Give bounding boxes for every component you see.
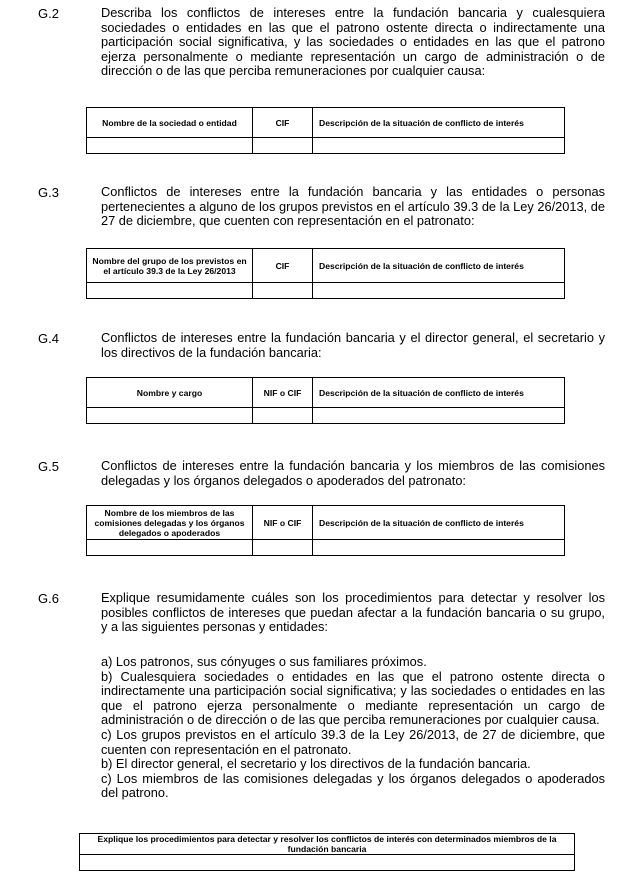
table-g5 — [86, 505, 565, 556]
list-item: b) El director general, el secretario y los directivos de la fundación bancaria. — [101, 756, 531, 772]
column-header-description: Descripción de la situación de conflicto de interés — [313, 378, 565, 408]
column-header-description: Descripción de la situación de conflicto de interés — [313, 108, 565, 138]
section-number-g2: G.2 — [38, 6, 59, 21]
table-header-procedures: Explique los procedimientos para detectar y resolver los conflictos de interés con determinados miembros de la fundación bancaria — [80, 834, 575, 855]
column-header-cif: CIF — [253, 108, 313, 138]
table-cell[interactable] — [80, 855, 575, 871]
column-header-nif-cif: NIF o CIF — [253, 506, 313, 540]
table-cell[interactable] — [313, 540, 565, 556]
section-number-g5: G.5 — [38, 459, 59, 474]
column-header-description: Descripción de la situación de conflicto de interés — [313, 506, 565, 540]
section-text-g3: Conflictos de intereses entre la fundación bancaria y las entidades o personas pertenecientes a alguno de los grupos previstos en el artículo 39.3 de la Ley 26/2013, de 27 de diciembre, que cuenten con representación en el patronato: — [101, 184, 605, 229]
list-item: a) Los patronos, sus cónyuges o sus familiares próximos. — [101, 654, 427, 669]
table-cell[interactable] — [313, 408, 565, 424]
table-cell[interactable] — [87, 540, 253, 556]
list-item: c) Los miembros de las comisiones delegadas y los órganos delegados o apoderados del patrono. — [101, 770, 605, 801]
column-header-nif-cif: NIF o CIF — [253, 378, 313, 408]
column-header-description: Descripción de la situación de conflicto de interés — [313, 249, 565, 283]
section-text-g2: Describa los conflictos de intereses entre la fundación bancaria y cualesquiera sociedades o entidades en las que el patrono ostente directa o indirectamente una participación social significativa, y las sociedades o entidades en las que el patrono ejerza personalmente o mediante representación un cargo de administración o de dirección o de las que perciba remuneraciones por cualquier causa: — [101, 5, 605, 79]
section-text-g6: Explique resumidamente cuáles son los procedimientos para detectar y resolver los posibles conflictos de intereses que puedan afectar a la fundación bancaria o su grupo, y a las siguientes personas y entidades: — [101, 590, 605, 635]
column-header-name-position: Nombre y cargo — [87, 378, 253, 408]
table-cell[interactable] — [253, 408, 313, 424]
list-item: c) Los grupos previstos en el artículo 39.3 de la Ley 26/2013, de 27 de diciembre, que cuenten con representación en el patronato. — [101, 726, 605, 757]
table-cell[interactable] — [87, 408, 253, 424]
table-cell[interactable] — [253, 138, 313, 154]
list-item: b) Cualesquiera sociedades o entidades en las que el patrono ostente directa o indirectamente una participación social significativa; y las sociedades o entidades en las que el patrono ejerza personalmente o mediante representación un cargo de administración o de dirección o de las que perciba remuneraciones por cualquier causa. — [101, 668, 605, 728]
procedures-list — [101, 655, 605, 801]
table-cell[interactable] — [87, 283, 253, 299]
column-header-cif: CIF — [253, 249, 313, 283]
section-text-g4: Conflictos de intereses entre la fundación bancaria y el director general, el secretario y los directivos de la fundación bancaria: — [101, 330, 605, 360]
section-text-g5: Conflictos de intereses entre la fundación bancaria y los miembros de las comisiones delegadas y los órganos delegados o apoderados del patronato: — [101, 458, 605, 488]
column-header-name: Nombre de la sociedad o entidad — [87, 108, 253, 138]
table-cell[interactable] — [313, 283, 565, 299]
table-cell[interactable] — [253, 540, 313, 556]
table-g2 — [86, 107, 565, 154]
table-g6 — [79, 833, 575, 871]
column-header-members: Nombre de los miembros de las comisiones delegadas y los órganos delegados o apoderados — [87, 506, 253, 540]
table-g4 — [86, 377, 565, 424]
section-number-g6: G.6 — [38, 591, 59, 606]
column-header-group: Nombre del grupo de los previstos en el artículo 39.3 de la Ley 26/2013 — [87, 249, 253, 283]
table-cell[interactable] — [253, 283, 313, 299]
section-number-g4: G.4 — [38, 331, 59, 346]
table-g3 — [86, 248, 565, 299]
table-cell[interactable] — [87, 138, 253, 154]
section-number-g3: G.3 — [38, 185, 59, 200]
table-cell[interactable] — [313, 138, 565, 154]
